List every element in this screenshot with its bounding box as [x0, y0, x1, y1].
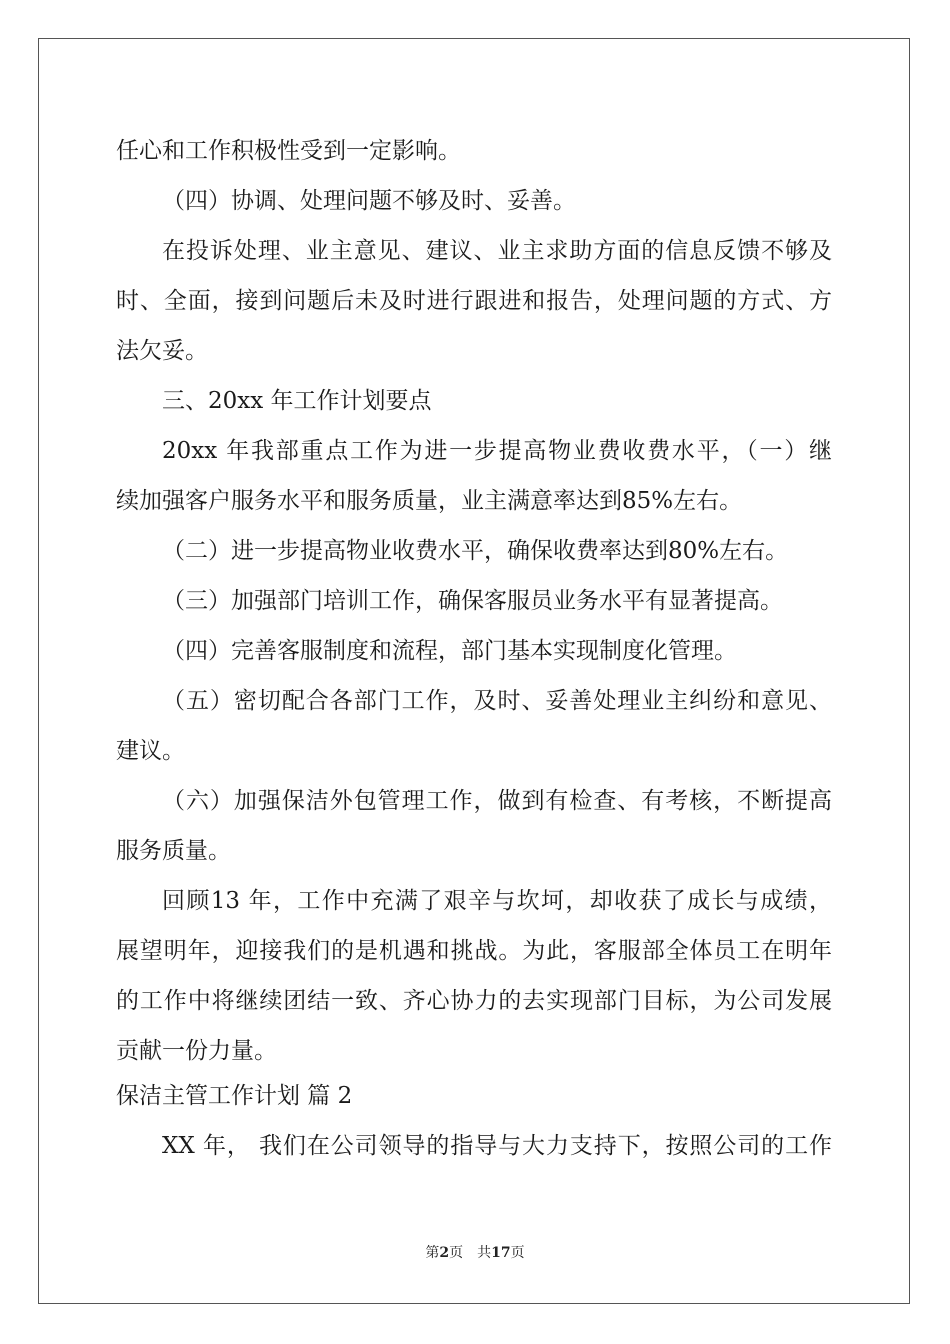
list-item: （五）密切配合各部门工作，及时、妥善处理业主纠纷和意见、 [162, 688, 832, 714]
page-footer [0, 1242, 950, 1262]
text-line: 任心和工作积极性受到一定影响。 [116, 138, 461, 164]
text-line: 服务质量。 [116, 838, 231, 864]
total-pages: 17 [491, 1245, 511, 1261]
text-line: 建议。 [116, 738, 185, 764]
text-line: 时、全面，接到问题后未及时进行跟进和报告，处理问题的方式、方 [116, 288, 832, 314]
text-line: XX 年， 我们在公司领导的指导与大力支持下，按照公司的工作 [162, 1133, 832, 1159]
text-line: 的工作中将继续团结一致、齐心协力的去实现部门目标，为公司发展 [116, 988, 832, 1014]
list-item: （三）加强部门培训工作，确保客服员业务水平有显著提高。 [162, 588, 783, 614]
article-title: 保洁主管工作计划 篇 2 [116, 1083, 353, 1109]
list-item: （四）完善客服制度和流程，部门基本实现制度化管理。 [162, 638, 737, 664]
text-line: 回顾13 年，工作中充满了艰辛与坎坷，却收获了成长与成绩， [162, 888, 832, 914]
list-item: （二）进一步提高物业收费水平，确保收费率达到80%左右。 [162, 538, 789, 564]
text-line: 展望明年，迎接我们的是机遇和挑战。为此，客服部全体员工在明年 [116, 938, 832, 964]
text-line: 续加强客户服务水平和服务质量，业主满意率达到85%左右。 [116, 488, 743, 514]
text-line: 在投诉处理、业主意见、建议、业主求助方面的信息反馈不够及 [162, 238, 832, 264]
section-heading: 三、20xx 年工作计划要点 [162, 388, 432, 414]
text-line: 法欠妥。 [116, 338, 208, 364]
page-number: 2 [439, 1245, 450, 1261]
page-prefix: 第 [425, 1245, 440, 1261]
text-line: 20xx 年我部重点工作为进一步提高物业费收费水平，（一）继 [162, 438, 832, 464]
page-suffix: 页 [449, 1245, 464, 1261]
section-heading: （四）协调、处理问题不够及时、妥善。 [162, 188, 576, 214]
list-item: （六）加强保洁外包管理工作，做到有检查、有考核，不断提高 [162, 788, 832, 814]
total-suffix: 页 [510, 1245, 525, 1261]
text-line: 贡献一份力量。 [116, 1038, 277, 1064]
total-prefix: 共 [477, 1245, 492, 1261]
